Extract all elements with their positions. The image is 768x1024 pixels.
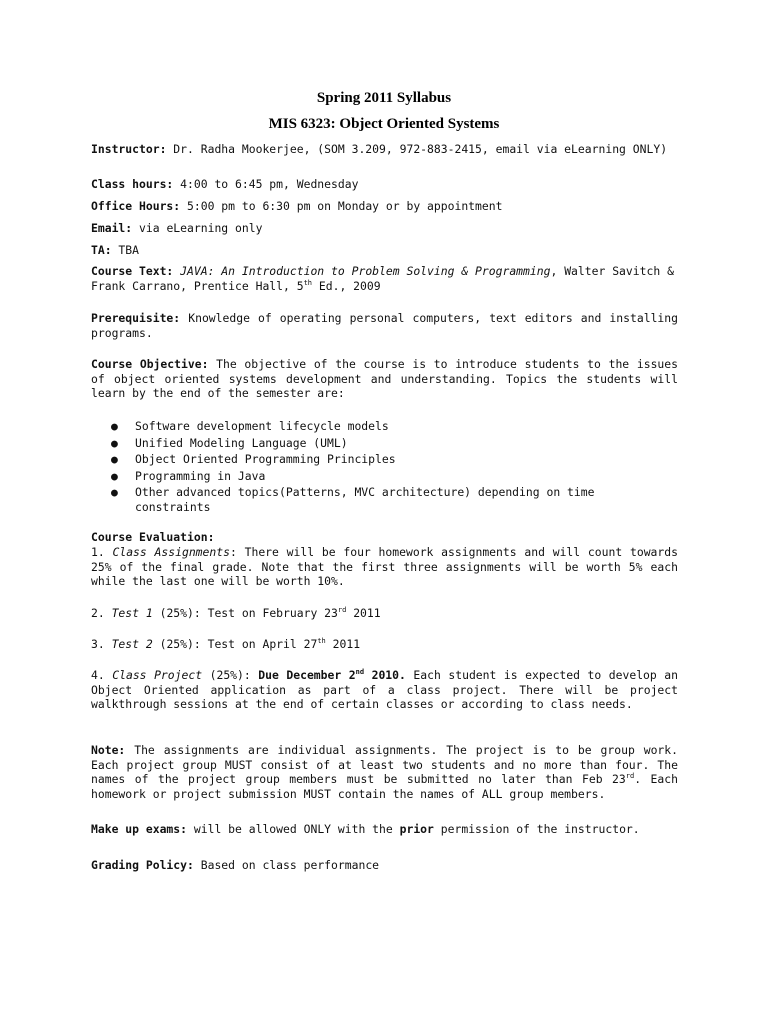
grading-line [91,858,678,873]
ta-label: TA: [91,243,112,257]
prerequisite-label: Prerequisite: [91,311,181,325]
bullet-icon: ● [111,485,118,499]
ta-line [91,243,678,258]
course-text-edition: Ed., 2009 [312,278,381,293]
prerequisite-value: Knowledge of operating personal computers, text editors and installing programs. [91,311,678,340]
topic-label: Other advanced topics(Patterns, MVC architecture) depending on time constraints [135,485,595,514]
course-text-authors: , Walter Savitch & Frank Carrano, Prentice Hall, 5 [91,264,674,293]
evaluation-item-4 [91,668,678,712]
objective-label: Course Objective: [91,357,209,371]
ta-value: TBA [111,243,140,257]
evaluation-item-2-text: (25%): Test on February 23 [152,606,338,620]
evaluation-item-3-text: (25%): Test on April 27 [152,637,318,651]
grading-value: Based on class performance [193,858,380,872]
note-label: Note: [91,743,126,757]
evaluation-item-1-name: Class Assignments [112,545,230,559]
course-title: MIS 6323: Object Oriented Systems [268,116,500,132]
evaluation-item-1 [91,545,678,589]
objective-paragraph [91,357,678,401]
makeup-text-2: permission of the instructor. [433,822,640,836]
prerequisite-line [91,311,678,340]
course-text-label: Course Text: [91,264,174,278]
instructor-line [91,142,678,157]
evaluation-item-4-due: Due December 2 [258,668,356,682]
evaluation-item-3-name: Test 2 [111,637,153,651]
note-sup: rd [625,772,635,780]
evaluation-item-4-pct: (25%): [202,668,259,682]
evaluation-item-3-end: 2011 [325,637,361,651]
syllabus-title: Spring 2011 Syllabus [316,90,452,106]
topic-label: Software development lifecycle models [135,419,389,433]
evaluation-item-3-sup: th [317,637,326,645]
evaluation-item-2-name: Test 1 [111,606,153,620]
course-text-line [91,264,678,293]
note-paragraph [91,743,678,801]
email-label: Email: [91,221,133,235]
bullet-icon: ● [111,435,118,450]
class-hours-label: Class hours: [91,177,174,191]
evaluation-label: Course Evaluation: [91,530,215,544]
topic-label: Object Oriented Programming Principles [135,452,396,466]
course-text-edition-sup: th [303,278,313,287]
objective-value: The objective of the course is to introduce students to the issues of object oriented systems development and understanding. Topics the students will learn by the end of the semester are: [91,357,679,400]
evaluation-item-3-number: 3. [91,637,112,651]
class-hours-line [91,177,678,192]
list-item [91,469,651,484]
instructor-value: Dr. Radha Mookerjee, (SOM 3.209, 972-883-2415, email via eLearning ONLY) [166,142,668,156]
bullet-icon: ● [111,419,118,433]
grading-label: Grading Policy: [91,858,194,872]
evaluation-item-4-text: Each student is expected to develop an Object Oriented application as part of a class project. There will be project walkthrough sessions at the end of certain classes or according to class needs. [91,668,679,711]
evaluation-item-2-end: 2011 [346,606,381,620]
evaluation-item-4-name: Class Project [112,668,203,682]
office-hours-label: Office Hours: [91,199,181,213]
list-item [91,452,651,467]
topics-list [91,419,651,514]
topic-label: Programming in Java [135,468,266,483]
bullet-icon: ● [111,468,118,483]
note-text-2: . Each homework or project submission MUST contain the names of ALL group members. [91,772,678,801]
evaluation-item-2-sup: rd [337,606,347,614]
evaluation-item-2-number: 2. [91,606,112,620]
class-hours-value: 4:00 to 6:45 pm, Wednesday [173,177,359,191]
evaluation-item-4-due-year: 2010. [364,668,406,682]
office-hours-value: 5:00 pm to 6:30 pm on Monday or by appointment [180,199,503,213]
evaluation-heading [91,530,678,545]
makeup-text-1: will be allowed ONLY with the [187,822,400,836]
office-hours-line [91,199,678,214]
evaluation-item-4-due-sup: nd [355,668,365,676]
instructor-label: Instructor: [91,142,167,156]
topic-label: Unified Modeling Language (UML) [135,435,348,450]
evaluation-item-3 [91,637,678,652]
evaluation-item-4-number: 4. [91,668,113,682]
evaluation-item-2 [91,606,678,621]
bullet-icon: ● [111,452,118,466]
makeup-label: Make up exams: [91,822,188,836]
makeup-emphasis: prior [399,822,434,836]
email-value: via eLearning only [132,221,263,235]
evaluation-item-1-number: 1. [91,545,113,559]
makeup-paragraph [91,822,678,837]
list-item [91,436,651,451]
evaluation-item-1-text: : There will be four homework assignments and will count towards 25% of the final grade. Note that the first three assignments will be worth 5% each while the last one will be worth 10%. [91,545,678,588]
list-item [91,485,651,514]
email-line [91,221,678,236]
note-text-1: The assignments are individual assignments. The project is to be group work. Each project group MUST consist of at least two students and no more than four. The names of the project group members must be submitted no later than Feb 23 [91,743,678,786]
list-item [91,419,651,434]
course-text-book-title: JAVA: An Introduction to Problem Solving & Programming [180,264,551,278]
